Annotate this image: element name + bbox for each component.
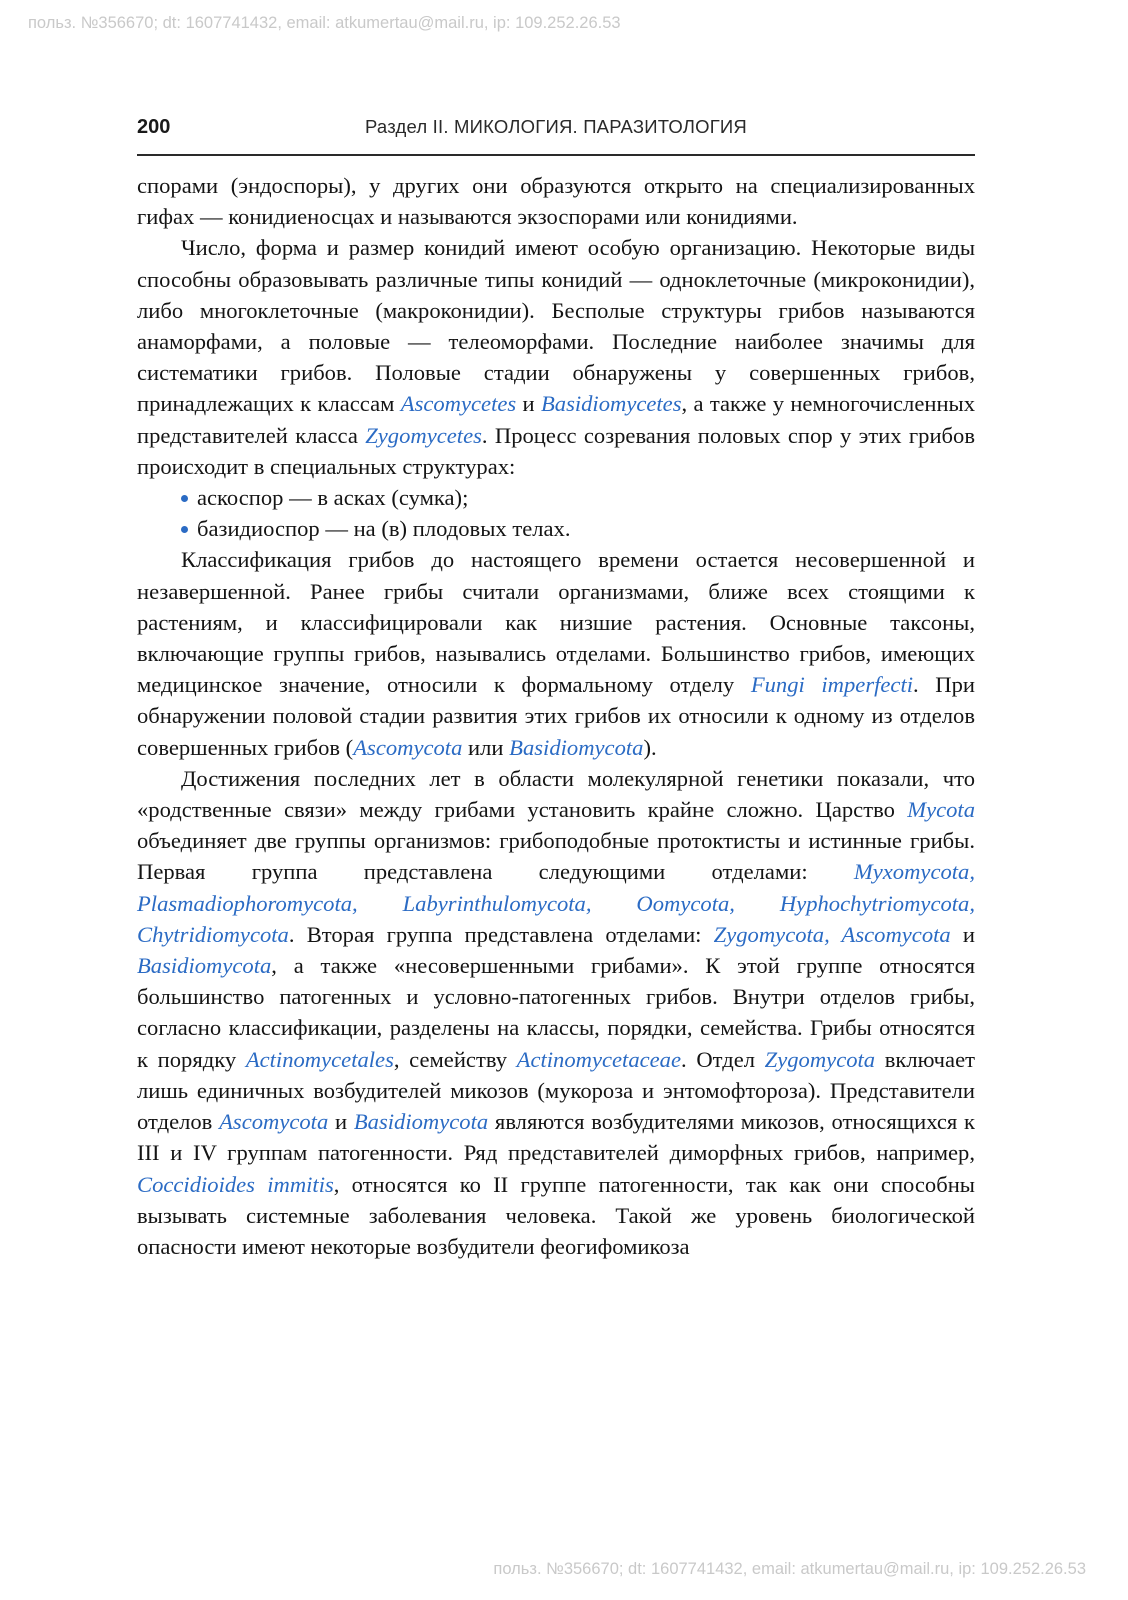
latin-term: Zygomycota, Ascomycota (713, 921, 951, 947)
body-text (137, 170, 975, 1262)
latin-term: Fungi imperfecti (750, 672, 914, 698)
bullet-item (181, 513, 975, 544)
paragraph (137, 544, 975, 762)
watermark-bottom: польз. №356670; dt: 1607741432, email: atkumertau@mail.ru, ip: 109.252.26.53 (493, 1560, 1086, 1578)
text-run: . Отдел (681, 1046, 765, 1072)
text-run: Достижения последних лет в области молекулярной генетики показали, что «родственные связи» между грибами установить крайне сложно. Царство (137, 765, 975, 823)
latin-term: Mycota (907, 797, 975, 823)
paragraph-group (137, 544, 975, 1262)
latin-term: Basidiomycota (509, 734, 644, 760)
text-run: , а также «несовершенными грибами». К этой группе относятся большинство патогенных и условно-патогенных грибов. Внутри отделов грибы, согласно классификации, разделены на классы, порядки, семейства. Грибы относятся к порядку (137, 953, 975, 1072)
text-run: являются возбудителями микозов, относящихся к III и IV группам патогенности. Ряд представителей диморфных грибов, например, (137, 1109, 975, 1166)
text-run: , семейству (393, 1046, 517, 1072)
paragraph (137, 170, 975, 232)
latin-term: Basidiomycetes (540, 391, 682, 417)
text-run: Число, форма и размер конидий имеют особую организацию. Некоторые виды способны образовывать различные типы конидий — одноклеточные (микроконидии), либо многоклеточные (макроконидии). Бесполые структуры грибов называются анаморфами, а половые — телеоморфами. Последние наиболее значимы для систематики грибов. Половые стадии обнаружены у совершенных грибов, принадлежащих к классам (137, 235, 975, 417)
bullet-text: базидиоспор — на (в) плодовых телах. (197, 516, 571, 542)
text-run: спорами (эндоспоры), у других они образуются открыто на специализированных гифах — конидиеносцах и называются экзоспорами или конидиями. (137, 173, 975, 230)
paragraph (137, 232, 975, 482)
text-run: или (462, 734, 510, 760)
latin-term: Ascomycota (219, 1109, 329, 1135)
latin-term: Zygomycota (764, 1046, 876, 1072)
text-run: ). (643, 734, 657, 760)
bullet-dot-icon (181, 526, 188, 533)
page-number: 200 (137, 116, 171, 138)
bullet-list (137, 482, 975, 544)
latin-term: Myxomycota, Plasmadiophoromycota, Labyrinthulomycota, Oomycota, Hyphochytriomycota, Chytridiomycota (137, 859, 975, 947)
text-run: , относятся ко II группе патогенности, так как они способны вызывать системные заболевания человека. Такой же уровень биологической опасности имеют некоторые возбудители феогифомикоза (137, 1171, 975, 1259)
latin-term: Coccidioides immitis (137, 1171, 334, 1197)
latin-term: Basidiomycota (137, 953, 272, 979)
text-run: . Процесс созревания половых спор у этих грибов происходит в специальных структурах: (137, 422, 976, 479)
text-run: и (328, 1109, 354, 1135)
latin-term: Ascomycetes (400, 391, 517, 417)
latin-term: Actinomycetales (245, 1046, 394, 1072)
running-title: Раздел II. МИКОЛОГИЯ. ПАРАЗИТОЛОГИЯ (365, 116, 747, 137)
watermark-top: польз. №356670; dt: 1607741432, email: atkumertau@mail.ru, ip: 109.252.26.53 (28, 14, 621, 32)
bullet-dot-icon (181, 495, 188, 502)
text-run: и (516, 391, 541, 417)
text-run: включает лишь единичных возбудителей микозов (мукороза и энтомофтороза). Представители отделов (137, 1046, 975, 1135)
latin-term: Actinomycetaceae (516, 1046, 682, 1072)
bullet-item (181, 482, 975, 513)
text-run: . Вторая группа представлена отделами: (288, 921, 714, 947)
text-run: объединяет две группы организмов: грибоподобные протоктисты и истинные грибы. Первая группа представлена следующими отделами: (137, 828, 975, 885)
text-run: Классификация грибов до настоящего времени остается несовершенной и незавершенной. Ранее грибы считали организмами, ближе всех стоящими к растениям, и классифицировали как низшие растения. Основные таксоны, включающие группы грибов, назывались отделами. Большинство грибов, имеющих медицинское значение, относили к формальному отделу (137, 547, 975, 698)
paragraph-group (137, 170, 975, 482)
text-run: и (950, 921, 975, 947)
page-header (137, 114, 975, 156)
text-run: , а также у немногочисленных представителей класса (137, 391, 976, 448)
bullet-text: аскоспор — в асках (сумка); (197, 485, 469, 511)
latin-term: Basidiomycota (353, 1109, 489, 1135)
latin-term: Zygomycetes (365, 422, 482, 448)
text-run: . При обнаружении половой стадии развития этих грибов их относили к одному из отделов совершенных грибов ( (137, 672, 975, 760)
latin-term: Ascomycota (353, 734, 463, 760)
paragraph (137, 763, 975, 1262)
